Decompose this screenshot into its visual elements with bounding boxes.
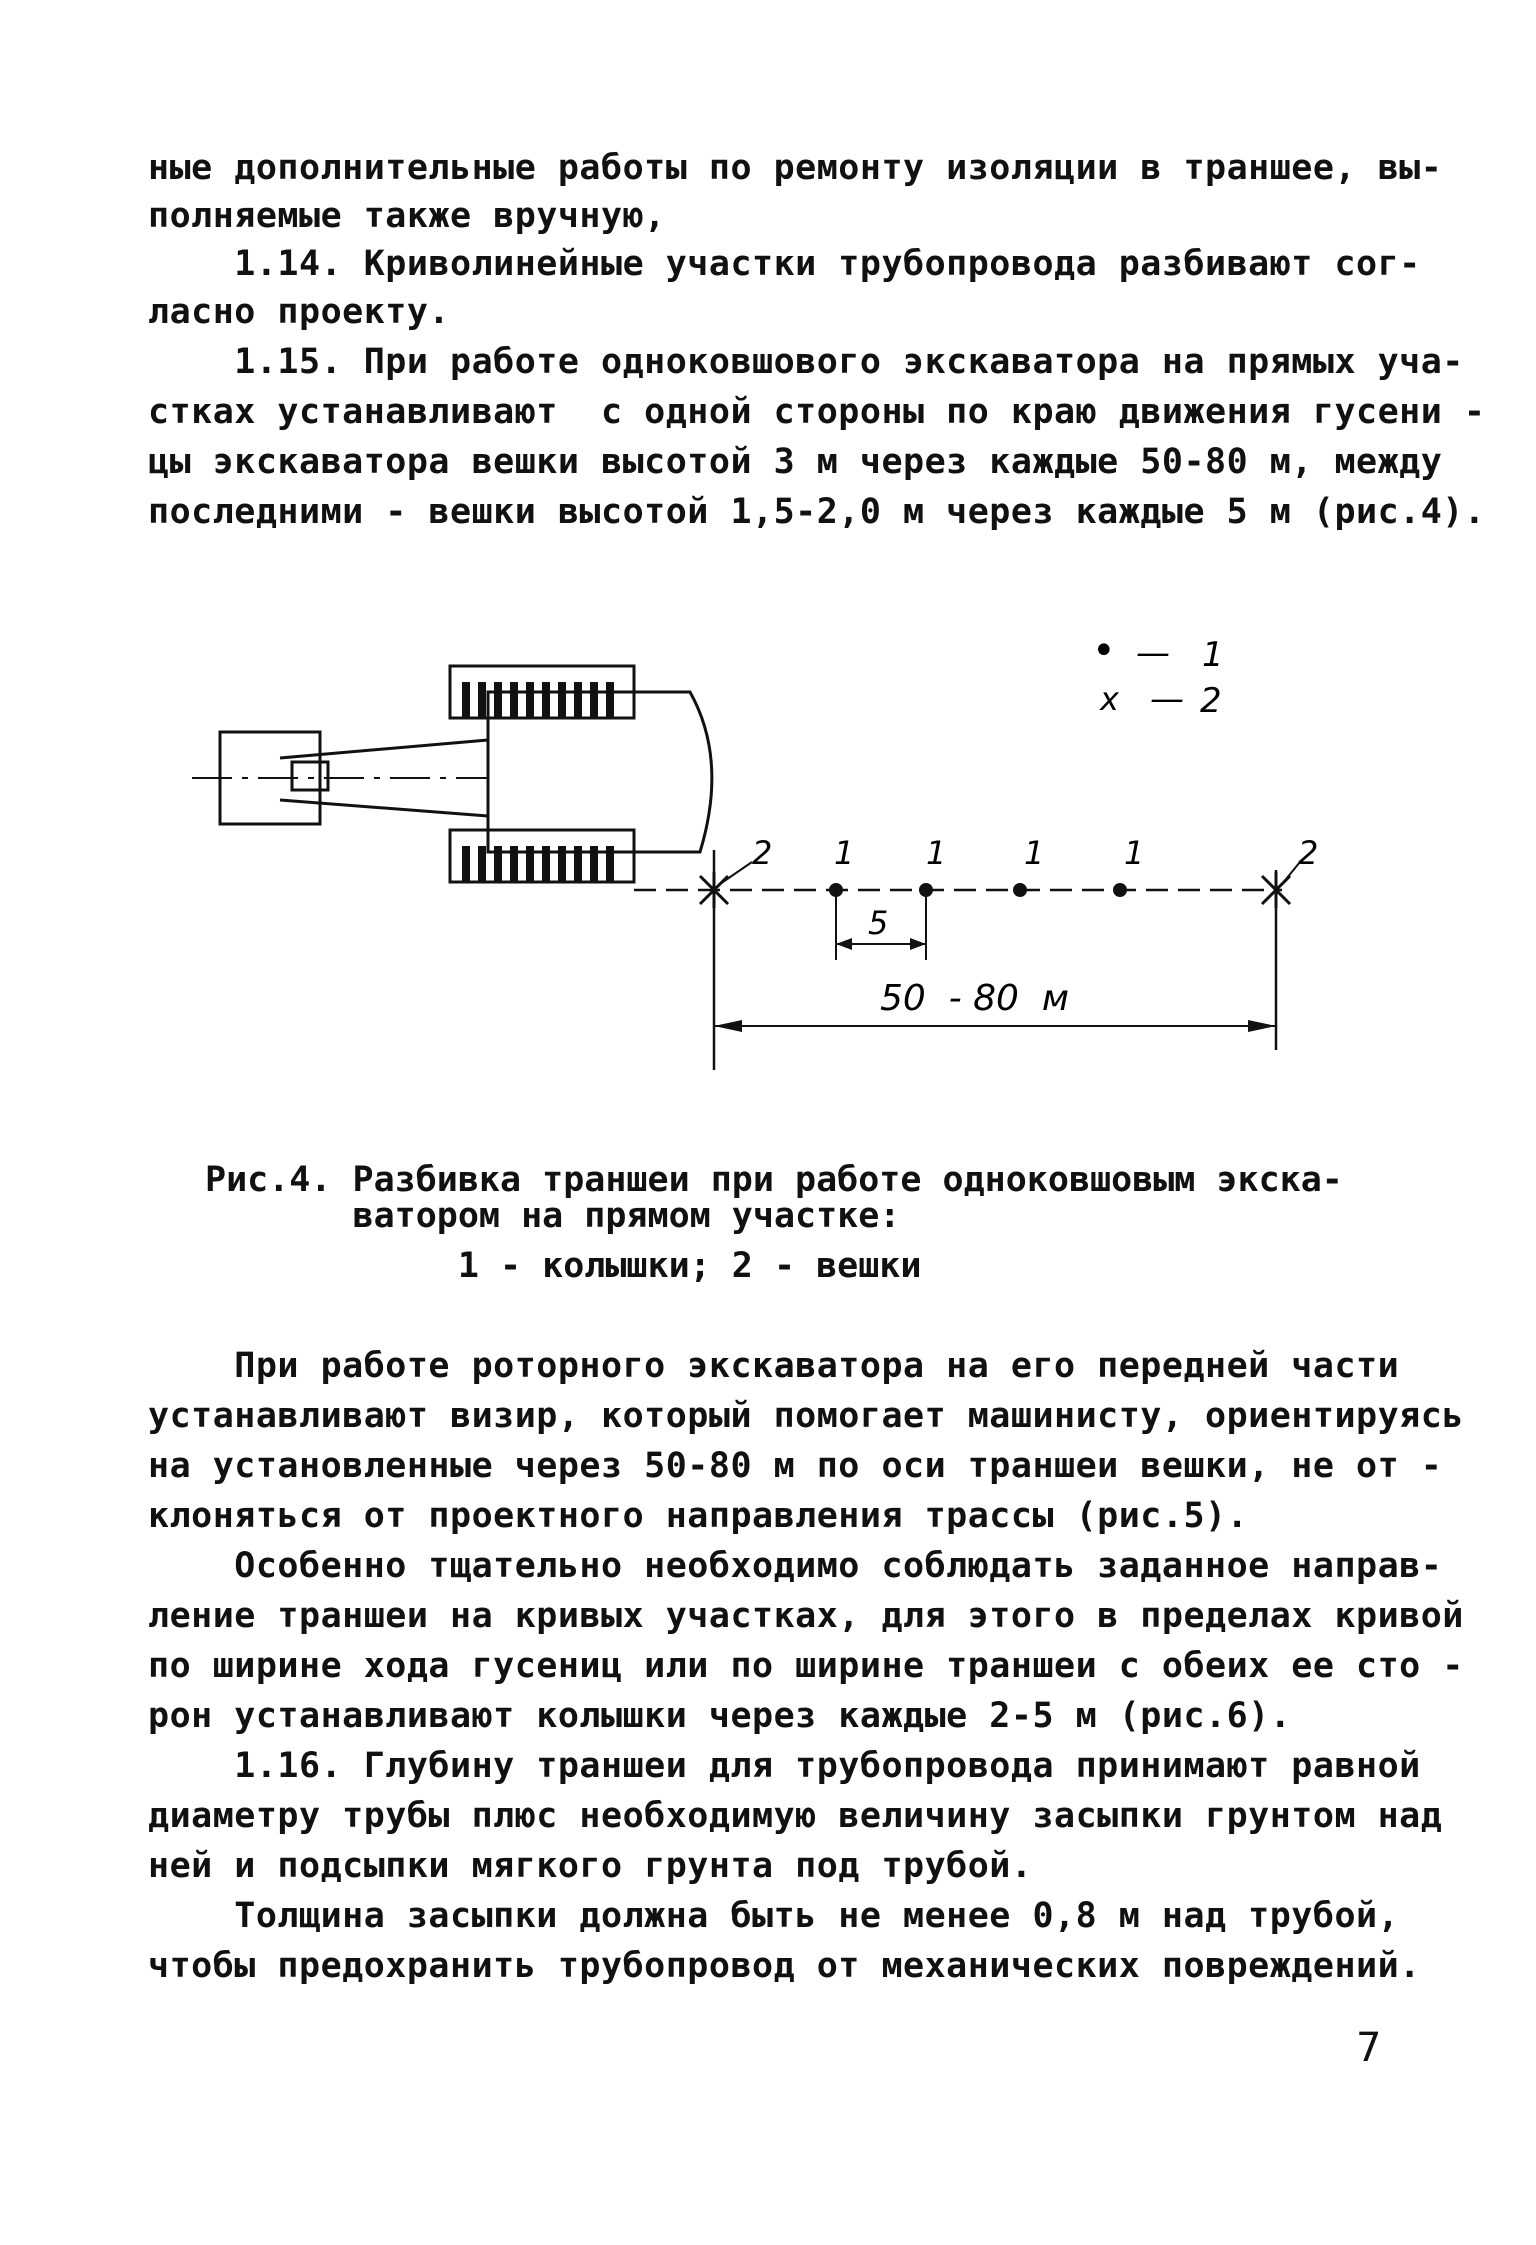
track-shoe — [574, 682, 582, 718]
marker-label: 1 — [834, 834, 855, 872]
dimension-large-label: 50 - 80 м — [880, 978, 1069, 1019]
marker-label: 1 — [1024, 834, 1045, 872]
text-line: Особенно тщательно необходимо соблюдать заданное направ- — [148, 1546, 1443, 1586]
text-line: При работе роторного экскаватора на его передней части — [148, 1346, 1400, 1386]
track-shoe — [590, 682, 598, 718]
track-shoe — [574, 846, 582, 882]
track-shoe — [478, 682, 486, 718]
text-line: клоняться от проектного направления трассы (рис.5). — [148, 1496, 1249, 1536]
dimension-arrow — [910, 938, 926, 950]
peg-marker-1 — [1113, 883, 1127, 897]
text-line: диаметру трубы плюс необходимую величину засыпки грунтом над — [148, 1796, 1443, 1836]
track-shoe — [462, 846, 470, 882]
legend-dash: — — [1136, 633, 1170, 673]
dimension-arrow — [714, 1020, 742, 1032]
text-line: чтобы предохранить трубопровод от механических повреждений. — [148, 1946, 1421, 1986]
peg-marker-1 — [919, 883, 933, 897]
track-shoe — [526, 682, 534, 718]
track-shoe — [526, 846, 534, 882]
caption-line: Рис.4. Разбивка траншеи при работе одноковшовым экска- — [205, 1160, 1343, 1200]
track-shoe — [494, 682, 502, 718]
dimension-arrow — [1248, 1020, 1276, 1032]
track-shoe — [494, 846, 502, 882]
text-line: Толщина засыпки должна быть не менее 0,8 м над трубой, — [148, 1896, 1400, 1936]
text-line: 1.14. Криволинейные участки трубопровода разбивают сог- — [148, 244, 1421, 284]
excavator-boom — [280, 800, 488, 816]
track-shoe — [478, 846, 486, 882]
track-shoe — [510, 846, 518, 882]
track-shoe — [590, 846, 598, 882]
track-shoe — [558, 682, 566, 718]
excavator-body — [488, 692, 712, 852]
marker-label: 2 — [752, 834, 773, 872]
track-shoe — [558, 846, 566, 882]
text-line: ные дополнительные работы по ремонту изоляции в траншее, вы- — [148, 148, 1443, 188]
peg-marker-1 — [829, 883, 843, 897]
text-line: ней и подсыпки мягкого грунта под трубой. — [148, 1846, 1033, 1886]
text-line: цы экскаватора вешки высотой 3 м через каждые 50-80 м, между — [148, 442, 1443, 482]
legend-num-1: 1 — [1202, 635, 1224, 675]
text-line: последними - вешки высотой 1,5-2,0 м через каждые 5 м (рис.4). — [148, 492, 1486, 532]
legend-symbol-cross: x — [1100, 680, 1119, 718]
dimension-small-label: 5 — [868, 904, 889, 942]
legend-symbol-dot: • — [1092, 628, 1116, 674]
caption-line: 1 - колышки; 2 - вешки — [205, 1246, 922, 1286]
track-shoe — [542, 846, 550, 882]
peg-marker-1 — [1013, 883, 1027, 897]
caption-line: ватором на прямом участке: — [205, 1196, 901, 1236]
track-shoe — [542, 682, 550, 718]
text-line: на установленные через 50-80 м по оси траншеи вешки, не от - — [148, 1446, 1443, 1486]
track-shoe — [606, 846, 614, 882]
marker-label: 1 — [1124, 834, 1145, 872]
text-line: 1.16. Глубину траншеи для трубопровода принимают равной — [148, 1746, 1421, 1786]
legend-dash: — — [1150, 679, 1184, 719]
boom-joint — [292, 762, 328, 790]
page-number: 7 — [1356, 2025, 1382, 2071]
track-shoe — [510, 682, 518, 718]
text-line: ласно проекту. — [148, 292, 451, 332]
text-line: устанавливают визир, который помогает машинисту, ориентируясь — [148, 1396, 1464, 1436]
excavator-staking-figure — [0, 0, 1536, 1100]
text-line: 1.15. При работе одноковшового экскаватора на прямых уча- — [148, 342, 1464, 382]
stake-marker-2 — [1262, 872, 1290, 908]
excavator-boom — [280, 740, 488, 758]
track-shoe — [462, 682, 470, 718]
marker-label: 1 — [926, 834, 947, 872]
legend-num-2: 2 — [1200, 681, 1222, 721]
label-leader — [720, 862, 752, 884]
text-line: ление траншеи на кривых участках, для этого в пределах кривой — [148, 1596, 1464, 1636]
text-line: полняемые также вручную, — [148, 196, 666, 236]
text-line: рон устанавливают колышки через каждые 2-5 м (рис.6). — [148, 1696, 1292, 1736]
track-shoe — [606, 682, 614, 718]
text-line: стках устанавливают с одной стороны по краю движения гусени - — [148, 392, 1486, 432]
marker-label: 2 — [1298, 834, 1319, 872]
text-line: по ширине хода гусениц или по ширине траншеи с обеих ее сто - — [148, 1646, 1464, 1686]
dimension-arrow — [836, 938, 852, 950]
